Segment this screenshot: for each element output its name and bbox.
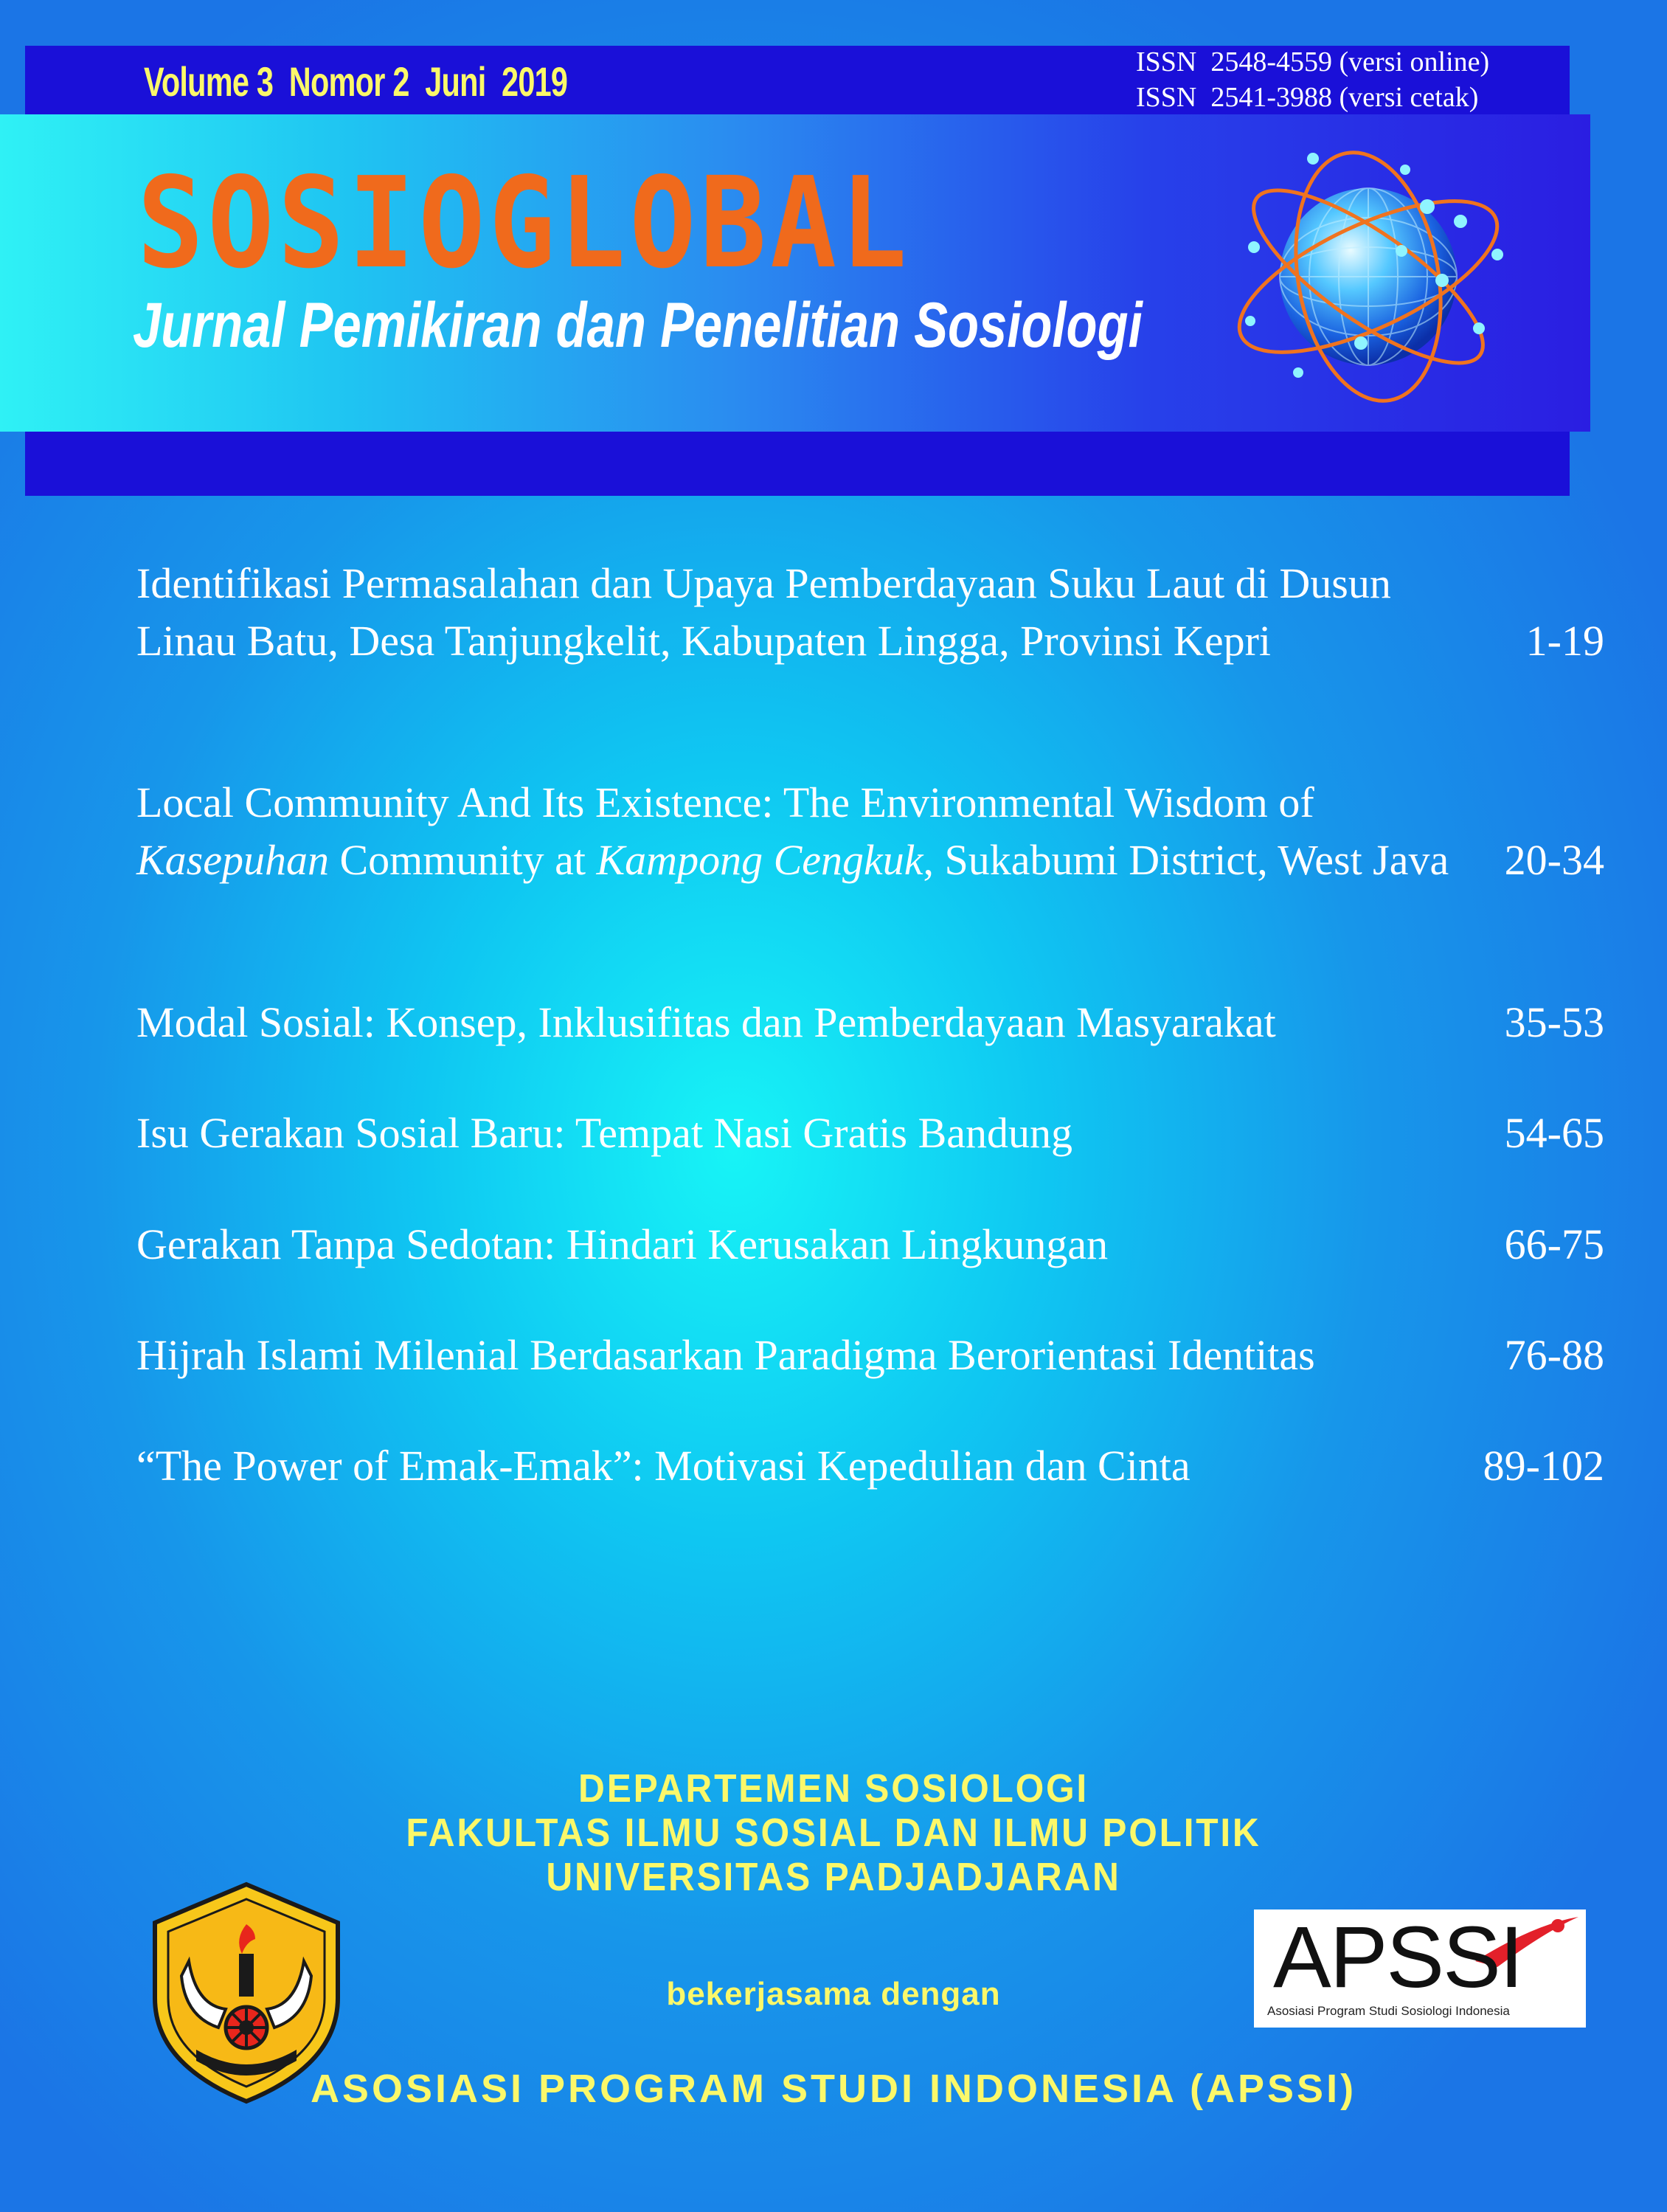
collaboration-text: bekerjasama dengan	[666, 1976, 1001, 2012]
toc-entry-title: Isu Gerakan Sosial Baru: Tempat Nasi Gratis Bandung	[136, 1109, 1073, 1157]
toc-title-text: Community at	[329, 836, 597, 884]
toc-title-italic: Kampong Cengkuk	[596, 836, 923, 884]
university-emblem-icon	[145, 1880, 348, 2106]
toc-entry[interactable]	[136, 555, 1604, 670]
publisher-department: DEPARTEMEN SOSIOLOGI	[578, 1766, 1089, 1811]
toc-entry-pages: 89-102	[1483, 1442, 1604, 1490]
toc-entry[interactable]	[136, 1327, 1604, 1384]
toc-entry-title: Modal Sosial: Konsep, Inklusifitas dan Pemberdayaan Masyarakat	[136, 998, 1276, 1046]
toc-title-italic: Kasepuhan	[136, 836, 329, 884]
issn-block	[1136, 44, 1489, 115]
publisher-faculty: FAKULTAS ILMU SOSIAL DAN ILMU POLITIK	[406, 1811, 1261, 1855]
association-name: ASOSIASI PROGRAM STUDI INDONESIA (APSSI)	[310, 2067, 1357, 2111]
toc-entry[interactable]	[136, 774, 1604, 889]
journal-subtitle: Jurnal Pemikiran dan Penelitian Sosiologi	[133, 290, 1143, 361]
toc-title-text: Local Community And Its Existence: The Environmental Wisdom of	[136, 778, 1314, 826]
toc-entry-title: Gerakan Tanpa Sedotan: Hindari Kerusakan Lingkungan	[136, 1220, 1109, 1268]
apssi-logo-text: APSSI	[1273, 1909, 1522, 2006]
issn-print: ISSN 2541-3988 (versi cetak)	[1136, 82, 1479, 113]
journal-title: SOSIOGLOBAL	[137, 151, 911, 297]
apssi-logo	[1254, 1909, 1586, 2028]
toc-entry-title: “The Power of Emak-Emak”: Motivasi Kepedulian dan Cinta	[136, 1442, 1191, 1490]
toc-entry-pages: 66-75	[1504, 1220, 1604, 1268]
volume-issue: Volume 3 Nomor 2 Juni 2019	[144, 58, 568, 105]
toc-entry-title: Identifikasi Permasalahan dan Upaya Pemberdayaan Suku Laut di Dusun Linau Batu, Desa Tanjungkelit, Kabupaten Lingga, Provinsi Kepri	[136, 559, 1391, 665]
toc-entry[interactable]	[136, 994, 1604, 1051]
publisher-block	[0, 1766, 1667, 1899]
toc-entry-pages: 76-88	[1504, 1331, 1604, 1379]
publisher-university: UNIVERSITAS PADJADJARAN	[546, 1855, 1121, 1899]
globe-icon	[1210, 133, 1519, 421]
toc-entry[interactable]	[136, 1437, 1604, 1495]
toc-entry-title	[136, 774, 1449, 889]
toc-title-text: , Sukabumi District, West Java	[923, 836, 1449, 884]
issn-online: ISSN 2548-4559 (versi online)	[1136, 46, 1490, 77]
toc-entry-pages: 20-34	[1504, 836, 1604, 884]
toc-entry-pages: 1-19	[1525, 617, 1604, 665]
toc-entry-title: Hijrah Islami Milenial Berdasarkan Paradigma Berorientasi Identitas	[136, 1331, 1315, 1379]
toc-entry[interactable]	[136, 1105, 1604, 1162]
toc-entry-pages: 54-65	[1504, 1109, 1604, 1157]
toc-entry-pages: 35-53	[1504, 998, 1604, 1046]
toc-entry[interactable]	[136, 1216, 1604, 1273]
apssi-logo-caption: Asosiasi Program Studi Sosiologi Indonesia	[1267, 2004, 1510, 2018]
